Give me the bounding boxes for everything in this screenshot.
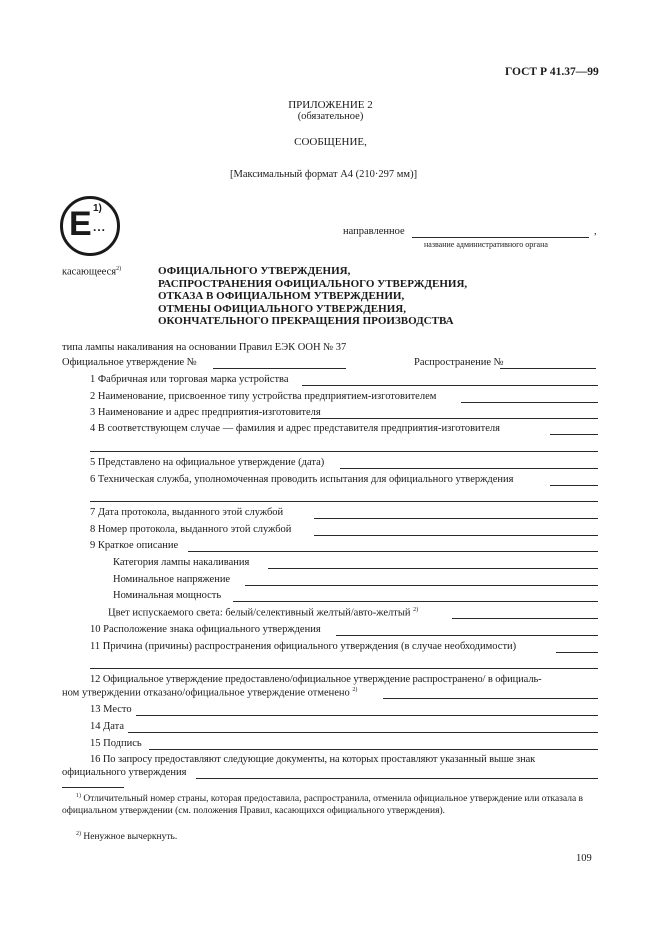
item-9-field[interactable] <box>188 551 598 552</box>
item-9a-field[interactable] <box>268 568 598 569</box>
approval-number-label: Официальное утверждение № <box>62 357 197 368</box>
item-13-label: 13 Место <box>90 704 132 715</box>
item-5-label: 5 Представлено на официальное утверждение (дата) <box>90 457 325 468</box>
item-16-field[interactable] <box>196 778 598 779</box>
item-13-field[interactable] <box>136 715 598 716</box>
item-8-field[interactable] <box>314 535 598 536</box>
item-9a-label: Категория лампы накаливания <box>113 557 250 568</box>
item-15-label: 15 Подпись <box>90 738 142 749</box>
item-9b-label: Номинальное напряжение <box>113 574 231 585</box>
sent-field[interactable] <box>412 237 589 238</box>
format-note: [Максимальный формат А4 (210·297 мм)] <box>230 169 418 180</box>
item-12-label-line2: ном утверждении отказано/официальное утверждение отменено $^{2)}$ <box>62 687 358 699</box>
concerning-option: ОФИЦИАЛЬНОГО УТВЕРЖДЕНИЯ, <box>158 265 351 277</box>
sent-caption: название административного органа <box>424 240 548 249</box>
emblem-superscript: 1) <box>93 203 102 214</box>
item-1-label: 1 Фабричная или торговая марка устройства <box>90 374 289 385</box>
concerning-option: ОТМЕНЫ ОФИЦИАЛЬНОГО УТВЕРЖДЕНИЯ, <box>158 302 406 315</box>
footnote-separator <box>62 787 124 788</box>
footnote-1: $^{1)}$ Отличительный номер страны, которая предоставила, распространила, отменила официальное утверждение или отказала в официальном утверждении (см. положения Правил, касающихся официального утверждения). <box>62 793 584 816</box>
item-2-field[interactable] <box>461 402 598 403</box>
item-9d-field[interactable] <box>452 618 598 619</box>
item-9b-field[interactable] <box>245 585 598 586</box>
item-1-field[interactable] <box>302 385 598 386</box>
item-11-field[interactable] <box>556 652 598 653</box>
item-2-label: 2 Наименование, присвоенное типу устройства предприятием-изготовителем <box>90 391 437 402</box>
emblem-letter: E <box>69 205 92 243</box>
item-10-label: 10 Расположение знака официального утверждения <box>90 624 321 635</box>
item-7-field[interactable] <box>314 518 598 519</box>
concerning-option: РАСПРОСТРАНЕНИЯ ОФИЦИАЛЬНОГО УТВЕРЖДЕНИЯ, <box>158 277 468 290</box>
item-3-field[interactable] <box>311 418 598 419</box>
emblem-dots: ... <box>93 220 107 234</box>
annex-title: ПРИЛОЖЕНИЕ 2 <box>288 99 373 111</box>
message-title: СООБЩЕНИЕ, <box>294 136 367 148</box>
item-11-label: 11 Причина (причины) распространения официального утверждения (в случае необходимости) <box>90 641 517 652</box>
item-6-label: 6 Техническая служба, уполномоченная проводить испытания для официального утверждения <box>90 474 514 485</box>
item-15-field[interactable] <box>149 749 598 750</box>
item-9d-label: Цвет испускаемого света: белый/селективный желтый/авто-желтый $^{2)}$ <box>108 607 419 619</box>
item-8-label: 8 Номер протокола, выданного этой службой <box>90 524 292 535</box>
annex-subtitle: (обязательное) <box>297 111 364 122</box>
item-9c-label: Номинальная мощность <box>113 590 222 601</box>
sent-label: направленное <box>343 226 405 237</box>
item-4-field-continuation[interactable] <box>90 451 598 452</box>
item-7-label: 7 Дата протокола, выданного этой службой <box>90 507 284 518</box>
page-number: 109 <box>576 853 592 864</box>
extension-number-label: Распространение № <box>414 357 504 368</box>
approval-mark-emblem <box>60 196 120 256</box>
concerning-option: ОКОНЧАТЕЛЬНОГО ПРЕКРАЩЕНИЯ ПРОИЗВОДСТВА <box>158 315 454 328</box>
item-14-label: 14 Дата <box>90 721 125 732</box>
item-9-label: 9 Краткое описание <box>90 540 179 551</box>
item-16-label-line1: 16 По запросу предоставляют следующие документы, на которых проставляют указанный выше знак <box>90 754 536 765</box>
item-4-field[interactable] <box>550 434 598 435</box>
item-3-label: 3 Наименование и адрес предприятия-изготовителя <box>90 407 321 418</box>
concerning-label: касающееся$^{2)}$ <box>62 266 122 278</box>
item-4-label: 4 В соответствующем случае — фамилия и адрес представителя предприятия-изготовителя <box>90 423 500 434</box>
item-12-field[interactable] <box>383 698 598 699</box>
lamp-type-line: типа лампы накаливания на основании Правил ЕЭК ООН № 37 <box>62 342 347 353</box>
item-11-field-continuation[interactable] <box>90 668 598 669</box>
item-16-label-line2: официального утверждения <box>62 767 187 778</box>
item-6-field-continuation[interactable] <box>90 501 598 502</box>
approval-number-field[interactable] <box>213 368 346 369</box>
item-6-field[interactable] <box>550 485 598 486</box>
extension-number-field[interactable] <box>500 368 596 369</box>
item-5-field[interactable] <box>340 468 598 469</box>
item-9c-field[interactable] <box>233 601 598 602</box>
item-14-field[interactable] <box>128 732 598 733</box>
item-10-field[interactable] <box>336 635 598 636</box>
sent-comma: , <box>594 226 597 237</box>
document-code: ГОСТ Р 41.37—99 <box>505 66 599 78</box>
footnote-2: $^{2)}$ Ненужное вычеркнуть. <box>76 831 178 843</box>
concerning-option: ОТКАЗА В ОФИЦИАЛЬНОМ УТВЕРЖДЕНИИ, <box>158 290 405 303</box>
item-12-label-line1: 12 Официальное утверждение предоставлено/официальное утверждение распространено/ в официаль- <box>90 674 542 685</box>
concerning-options <box>158 265 467 328</box>
